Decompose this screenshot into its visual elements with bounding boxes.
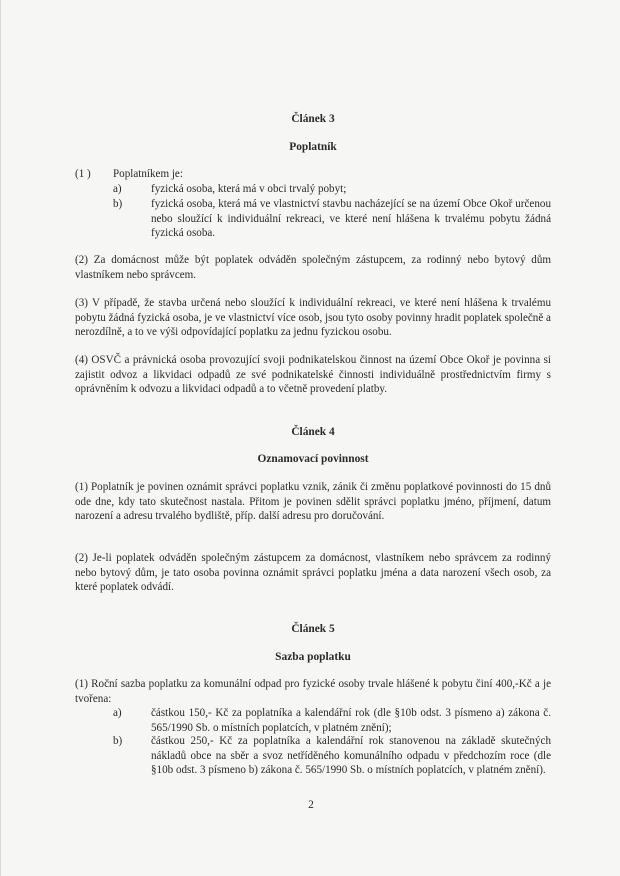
article-4-paragraph-2: (2) Je-li poplatek odváděn společným zástupcem za domácnost, vlastníkem nebo správcem za rodinný nebo bytový dům, je tato osoba povinna oznámit správci poplatku jména a data narození všech osob, za které poplatek odvádí. (75, 552, 551, 594)
article-5-item-b (75, 734, 551, 778)
article-3-number: Článek 3 (291, 113, 335, 125)
item-letter: b) (113, 198, 123, 210)
item-letter: b) (113, 735, 123, 747)
item-text: fyzická osoba, která má ve vlastnictví stavbu nacházející se na území Obce Okoř určenou nebo sloužící k individuální rekreaci, ve které není hlášena k trvalému pobytu žádná fyzická osoba. (151, 198, 551, 240)
item-text: částkou 150,- Kč za poplatníka a kalendářní rok (dle §10b odst. 3 písmeno a) zákona č. 565/1990 Sb. o místních poplatcích, v platném znění); (151, 707, 551, 734)
article-3-paragraph-3: (3) V případě, že stavba určená nebo sloužící k individuální rekreaci, ve které není hlášena k trvalému pobytu žádná fyzická osoba, je ve vlastnictví více osob, jsou tyto osoby povinny hradit poplatek společně a nerozdílně, a to ve výši odpovídající poplatku za jednu fyzickou osobu. (75, 297, 551, 339)
item-letter: a) (113, 183, 122, 195)
article-4-paragraph-1: (1) Poplatník je povinen oznámit správci poplatku vznik, zánik či změnu poplatkové povinnosti do 15 dnů ode dne, kdy tato skutečnost nastala. Přitom je povinen sdělit správci poplatku jméno, příjmení, datum narození a adresu trvalého bydliště, příp. další adresu pro doručování. (75, 481, 551, 523)
article-3-title: Poplatník (289, 141, 337, 153)
paragraph-text: Poplatníkem je: (113, 168, 183, 180)
item-letter: a) (113, 707, 122, 719)
article-5-item-a (75, 706, 551, 735)
article-4-number: Článek 4 (291, 426, 335, 438)
item-text: částkou 250,- Kč za poplatníka a kalendářní rok stanovenou na základě skutečných nákladů obce na sběr a svoz netříděného komunálního odpadu v předchozím roce (dle §10b odst. 3 písmeno b) zákona č. 565/1990 Sb. o místních poplatcích, v platném znění). (151, 735, 551, 777)
article-5-number: Článek 5 (291, 623, 335, 635)
article-3-paragraph-2: (2) Za domácnost může být poplatek odváděn společným zástupcem, za rodinný nebo bytový dům vlastníkem nebo správcem. (75, 254, 551, 281)
article-3-item-b (75, 197, 551, 241)
article-5-paragraph-1: (1) Roční sazba poplatku za komunální odpad pro fyzické osoby trvale hlášené k pobytu činí 400,-Kč a je tvořena: (75, 678, 551, 705)
article-4-title: Oznamovací povinnost (257, 453, 369, 465)
article-5-title: Sazba poplatku (275, 651, 351, 663)
paragraph-label: (1 ) (75, 168, 91, 180)
page-number: 2 (308, 799, 314, 811)
item-text: fyzická osoba, která má v obci trvalý pobyt; (151, 183, 347, 195)
article-3-paragraph-4: (4) OSVČ a právnická osoba provozující svoji podnikatelskou činnost na území Obce Okoř je povinna si zajistit odvoz a likvidaci odpadů ze své podnikatelské činnosti individuálně prostřednictvím firmy s oprávněním k odvozu a likvidaci odpadů a to včetně provedení platby. (75, 354, 551, 396)
